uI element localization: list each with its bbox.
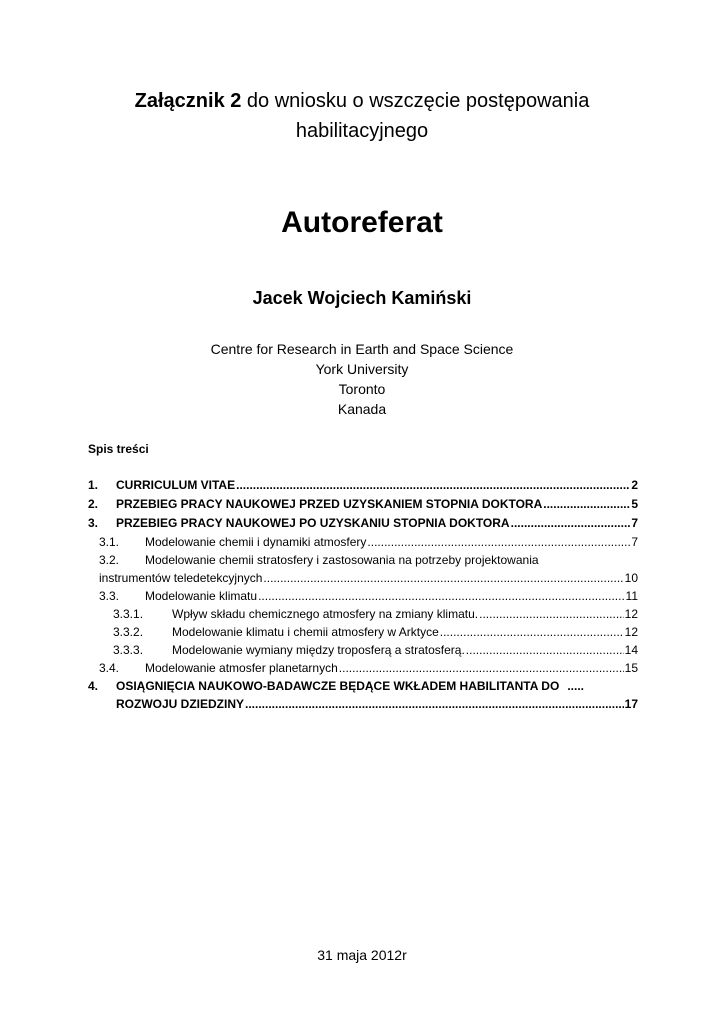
toc-entry-3-3-3[interactable] bbox=[113, 639, 638, 657]
document-title: Autoreferat bbox=[281, 206, 443, 239]
toc-entry-number: 3.3. bbox=[99, 589, 120, 603]
toc-entry-page: 17 bbox=[624, 697, 638, 711]
toc-entry-page: 7 bbox=[631, 535, 638, 549]
toc-entry-4[interactable] bbox=[88, 675, 638, 693]
toc-entry-page: 15 bbox=[624, 661, 638, 675]
toc-entry-number: 3.2. bbox=[99, 553, 120, 567]
toc-leader-dots bbox=[263, 571, 623, 585]
toc-entry-page: 7 bbox=[631, 516, 638, 530]
toc-entry-number: 3.3.2. bbox=[113, 625, 144, 639]
toc-entry-page: 12 bbox=[624, 607, 638, 621]
toc-entry-text: Modelowanie chemii i dynamiki atmosfery bbox=[145, 535, 367, 549]
toc-entry-text: Modelowanie atmosfer planetarnych bbox=[145, 661, 338, 675]
toc-entry-text: Modelowanie chemii stratosfery i zastosowania na potrzeby projektowania bbox=[145, 553, 539, 567]
toc-entry-text: CURRICULUM VITAE bbox=[116, 478, 236, 492]
toc-leader-dots bbox=[236, 478, 630, 492]
attachment-label: Załącznik 2 bbox=[134, 90, 242, 112]
attachment-line-2: habilitacyjnego bbox=[295, 120, 429, 142]
toc-entry-number: 3.1. bbox=[99, 535, 120, 549]
toc-entry-4-continued[interactable] bbox=[88, 693, 638, 711]
toc-entry-3[interactable] bbox=[88, 512, 638, 530]
affiliation-university: York University bbox=[315, 361, 409, 377]
toc-entry-text: ROZWOJU DZIEDZINY bbox=[116, 697, 244, 711]
toc-entry-text: Wpływ składu chemicznego atmosfery na zmiany klimatu. bbox=[172, 607, 479, 621]
toc-entry-3-4[interactable] bbox=[99, 657, 638, 675]
toc-entry-text: instrumentów teledetekcyjnych bbox=[99, 571, 263, 585]
toc-leader-dots bbox=[339, 661, 624, 675]
toc-leader-dots bbox=[511, 516, 631, 530]
toc-entry-3-3-1[interactable] bbox=[113, 603, 638, 621]
toc-entry-2[interactable] bbox=[88, 493, 638, 511]
toc-entry-3-1[interactable] bbox=[99, 531, 638, 549]
toc-leader-dots bbox=[543, 497, 630, 511]
toc-entry-3-3-2[interactable] bbox=[113, 621, 638, 639]
toc-leader-dots bbox=[440, 625, 624, 639]
toc-entry-3-2-continued[interactable] bbox=[99, 567, 638, 585]
toc-entry-number: 3.4. bbox=[99, 661, 120, 675]
toc-entry-text: PRZEBIEG PRACY NAUKOWEJ PRZED UZYSKANIEM STOPNIA DOKTORA bbox=[116, 497, 543, 511]
toc-entry-3-2[interactable] bbox=[99, 549, 638, 567]
toc-leader-dots bbox=[479, 607, 624, 621]
author-name: Jacek Wojciech Kamiński bbox=[252, 288, 472, 308]
toc-entry-page: 2 bbox=[631, 478, 638, 492]
toc-entry-page: 5 bbox=[631, 497, 638, 511]
toc-entry-number: 3. bbox=[88, 516, 99, 530]
affiliation-institute: Centre for Research in Earth and Space Science bbox=[210, 341, 514, 357]
toc-entry-number: 3.3.3. bbox=[113, 643, 144, 657]
toc-entry-trailing-dots: ..... bbox=[567, 679, 584, 693]
toc-entry-text: PRZEBIEG PRACY NAUKOWEJ PO UZYSKANIU STOPNIA DOKTORA bbox=[116, 516, 510, 530]
toc-entry-text: Modelowanie wymiany między troposferą a stratosferą. bbox=[172, 643, 465, 657]
toc-entry-text: OSIĄGNIĘCIA NAUKOWO-BADAWCZE BĘDĄCE WKŁADEM HABILITANTA DO bbox=[116, 679, 560, 693]
toc-leader-dots bbox=[245, 697, 624, 711]
toc-entry-1[interactable] bbox=[88, 474, 638, 492]
affiliation-country: Kanada bbox=[337, 401, 387, 417]
toc-entry-number: 2. bbox=[88, 497, 99, 511]
document-date: 31 maja 2012r bbox=[317, 947, 407, 963]
toc-leader-dots bbox=[258, 589, 624, 603]
toc-entry-page: 10 bbox=[624, 571, 638, 585]
attachment-description: do wniosku o wszczęcie postępowania bbox=[241, 90, 590, 112]
toc-entry-text: Modelowanie klimatu bbox=[145, 589, 258, 603]
toc-entry-page: 12 bbox=[624, 625, 638, 639]
toc-leader-dots bbox=[367, 535, 630, 549]
affiliation bbox=[0, 339, 724, 419]
toc-entry-number: 4. bbox=[88, 679, 99, 693]
toc-entry-3-3[interactable] bbox=[99, 585, 638, 603]
toc-entry-page: 11 bbox=[625, 589, 638, 603]
toc-entry-number: 1. bbox=[88, 478, 99, 492]
attachment-subtitle bbox=[0, 86, 724, 146]
toc-entry-number: 3.3.1. bbox=[113, 607, 144, 621]
affiliation-city: Toronto bbox=[338, 381, 386, 397]
attachment-line-1 bbox=[0, 86, 724, 116]
toc-leader-dots bbox=[466, 643, 624, 657]
toc-heading: Spis treści bbox=[88, 442, 149, 456]
toc-entry-text: Modelowanie klimatu i chemii atmosfery w Arktyce bbox=[172, 625, 439, 639]
toc-entry-page: 14 bbox=[624, 643, 638, 657]
